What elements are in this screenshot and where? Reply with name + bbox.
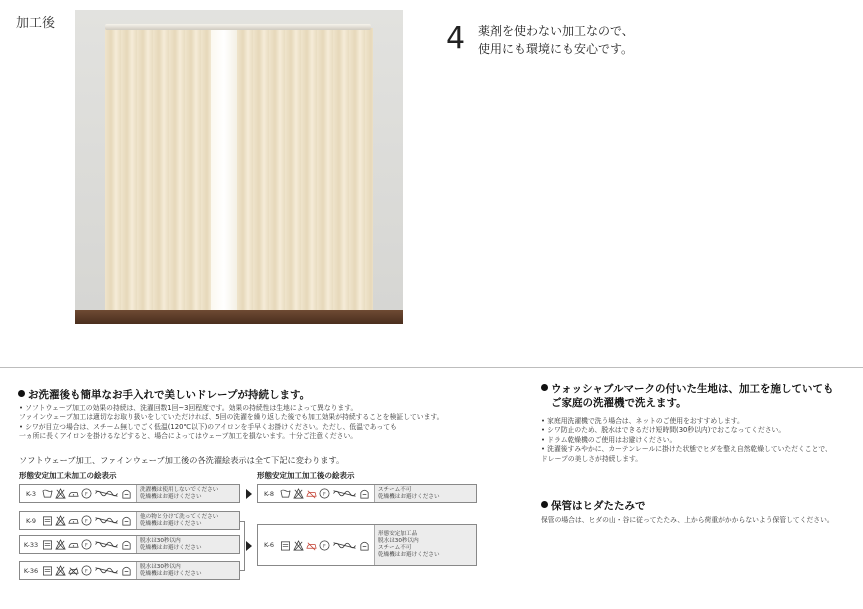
curtain-right-panel: [237, 28, 373, 310]
care-text-line: 脱水は30秒以内: [140, 563, 181, 570]
svg-text:F: F: [323, 543, 326, 549]
left-note: • シワが目立つ場合は、スチーム無しでごく低温(120℃以下)のアイロンを手早くお掛けください。ただし、低温であっても: [19, 422, 397, 431]
dry-clean-icon: [319, 540, 330, 551]
wring-icon: [94, 565, 119, 576]
curtain-left-panel: [105, 28, 211, 310]
care-row-k3: [19, 484, 240, 503]
hang-dry-icon: [121, 515, 132, 526]
point-description: [478, 22, 634, 58]
wring-icon: [332, 488, 357, 499]
care-text-line: 乾燥機はお避けください: [378, 493, 440, 500]
right-heading: [541, 382, 833, 410]
care-label-intro: ソフトウェーブ加工、ファインウェーブ加工後の各洗濯絵表示は全て下記に変わります。: [19, 455, 345, 465]
storage-heading: [541, 498, 646, 513]
dry-clean-icon: [81, 565, 92, 576]
svg-text:F: F: [85, 543, 88, 549]
photo-window-light: [210, 30, 238, 312]
care-row-k8: [257, 484, 477, 503]
photo-floor: [75, 310, 403, 324]
left-notes: [19, 404, 443, 442]
care-code: K-33: [23, 540, 39, 549]
left-note: 一ヵ所に長くアイロンを掛けるなどすると、場合によってはウェーブ加工を損ないます。十分ご注意ください。: [19, 432, 358, 441]
care-code: K-6: [263, 541, 275, 549]
care-text-line: 脱水は30秒以内: [378, 538, 419, 545]
no-bleach-icon: [293, 488, 304, 499]
iron-icon: [68, 515, 79, 526]
care-text-line: スチーム不可: [378, 545, 412, 551]
svg-text:F: F: [85, 519, 88, 525]
no-bleach-icon: [293, 540, 304, 551]
left-heading: [18, 387, 310, 402]
hand-wash-icon: [42, 515, 53, 526]
right-heading-line-2: ご家庭の洗濯機で洗えます。: [551, 397, 687, 409]
point-line-2: 使用にも環境にも安心です。: [478, 42, 634, 56]
right-note: • シワ防止のため、脱水はできるだけ短時間(30秒以内)でおこなってください。: [541, 426, 786, 435]
care-code: K-3: [25, 489, 37, 498]
no-bleach-icon: [55, 539, 66, 550]
care-row-k9: [19, 511, 240, 530]
care-text-line: 洗濯機は使用しないでください: [140, 486, 219, 493]
care-text-line: 乾燥機はお避けください: [140, 493, 202, 500]
dry-clean-icon: [319, 488, 330, 499]
no-bleach-icon: [55, 565, 66, 576]
care-text-line: スチーム不可: [378, 486, 412, 493]
care-row-k33: [19, 535, 240, 554]
care-code: K-8: [263, 489, 275, 498]
care-text-line: 形態安定加工品: [378, 531, 418, 538]
no-steam-iron-icon: [306, 488, 317, 499]
bullet-icon: [541, 384, 548, 391]
left-heading-text: お洗濯後も簡単なお手入れで美しいドレープが持続します。: [28, 389, 311, 401]
right-note: ドレープの美しさが持続します。: [541, 454, 643, 463]
iron-icon: [68, 488, 79, 499]
care-row-k6: [257, 524, 477, 566]
dry-clean-icon: [81, 539, 92, 550]
wring-icon: [94, 488, 119, 499]
bullet-icon: [541, 501, 548, 508]
wash-tub-icon: [280, 488, 291, 499]
section-divider: [0, 367, 863, 368]
after-treatment-label: 加工後: [16, 16, 56, 31]
care-text-line: 他の物と分けて洗ってください: [140, 513, 219, 520]
hang-dry-icon: [121, 488, 132, 499]
dry-clean-icon: [81, 488, 92, 499]
arrow-right-icon: [246, 489, 252, 499]
wash-tub-icon: [42, 488, 53, 499]
before-care-heading: 形態安定加工未加工の絵表示: [19, 471, 117, 480]
no-steam-iron-icon: [306, 540, 317, 551]
care-icons: [42, 565, 132, 576]
care-text: [136, 536, 239, 553]
storage-heading-text: 保管はヒダたたみで: [551, 500, 646, 512]
hand-wash-icon: [42, 565, 53, 576]
left-note: • ソフトウェーブ加工の効果の持続は、洗濯回数1回~3回程度です。効果の持続性は生地によって異なります。: [19, 404, 358, 412]
care-icons: [280, 540, 370, 551]
care-icons: [42, 515, 132, 526]
no-bleach-icon: [55, 488, 66, 499]
storage-notes: [541, 516, 834, 525]
right-notes: [541, 417, 832, 464]
curtain-photo: [75, 10, 403, 324]
care-text: [136, 485, 239, 502]
hang-dry-icon: [359, 488, 370, 499]
point-number: 4: [446, 21, 466, 56]
care-code: K-9: [25, 516, 37, 525]
care-text-line: 乾燥機はお避けください: [140, 520, 202, 527]
wring-icon: [94, 515, 119, 526]
care-text: [374, 485, 476, 502]
left-note: ファインウェーブ加工は適切なお取り扱いをしていただければ、5回の洗濯を繰り返した後でも加工効果が持続することを検証しています。: [19, 413, 444, 422]
care-text-line: 乾燥機はお避けください: [140, 570, 202, 577]
point-line-1: 薬剤を使わない加工なので、: [478, 24, 634, 38]
no-bleach-icon: [55, 515, 66, 526]
care-icons: [280, 488, 370, 499]
care-code: K-36: [23, 566, 39, 575]
care-text-line: 乾燥機はお避けください: [378, 551, 440, 558]
care-icons: [42, 539, 132, 550]
group-bracket: [240, 521, 245, 571]
wring-icon: [332, 540, 357, 551]
arrow-right-icon: [246, 541, 252, 551]
care-icons: [42, 488, 132, 499]
care-row-k36: [19, 561, 240, 580]
care-text: [374, 525, 476, 565]
iron-icon: [68, 539, 79, 550]
hand-wash-icon: [280, 540, 291, 551]
care-text-line: 乾燥機はお避けください: [140, 544, 202, 551]
dry-clean-icon: [81, 515, 92, 526]
care-text-line: 脱水は30秒以内: [140, 537, 181, 544]
care-text: [136, 512, 239, 529]
no-iron-icon: [68, 565, 79, 576]
hand-wash-icon: [42, 539, 53, 550]
care-text: [136, 562, 239, 579]
bullet-icon: [18, 390, 25, 397]
hang-dry-icon: [121, 565, 132, 576]
svg-text:F: F: [85, 492, 88, 498]
right-note: • 洗濯後すみやかに、カーテンレールに掛けた状態でヒダを整え自然乾燥していただくことで、: [541, 445, 832, 454]
right-heading-line-1: ウォッシャブルマークの付いた生地は、加工を施していても: [551, 383, 834, 395]
hang-dry-icon: [121, 539, 132, 550]
wring-icon: [94, 539, 119, 550]
hang-dry-icon: [359, 540, 370, 551]
after-care-heading: 形態安定加工加工後の絵表示: [257, 471, 355, 480]
svg-text:F: F: [85, 569, 88, 575]
right-note: • 家庭用洗濯機で洗う場合は、ネットのご使用をおすすめします。: [541, 417, 744, 425]
curtain-rail: [105, 24, 371, 30]
svg-text:F: F: [323, 492, 326, 498]
storage-note: 保管の場合は、ヒダの山・谷に従ってたたみ、上から荷重がかからないよう保管してください。: [541, 516, 834, 524]
right-note: • ドラム乾燥機のご使用はお避けください。: [541, 435, 677, 444]
